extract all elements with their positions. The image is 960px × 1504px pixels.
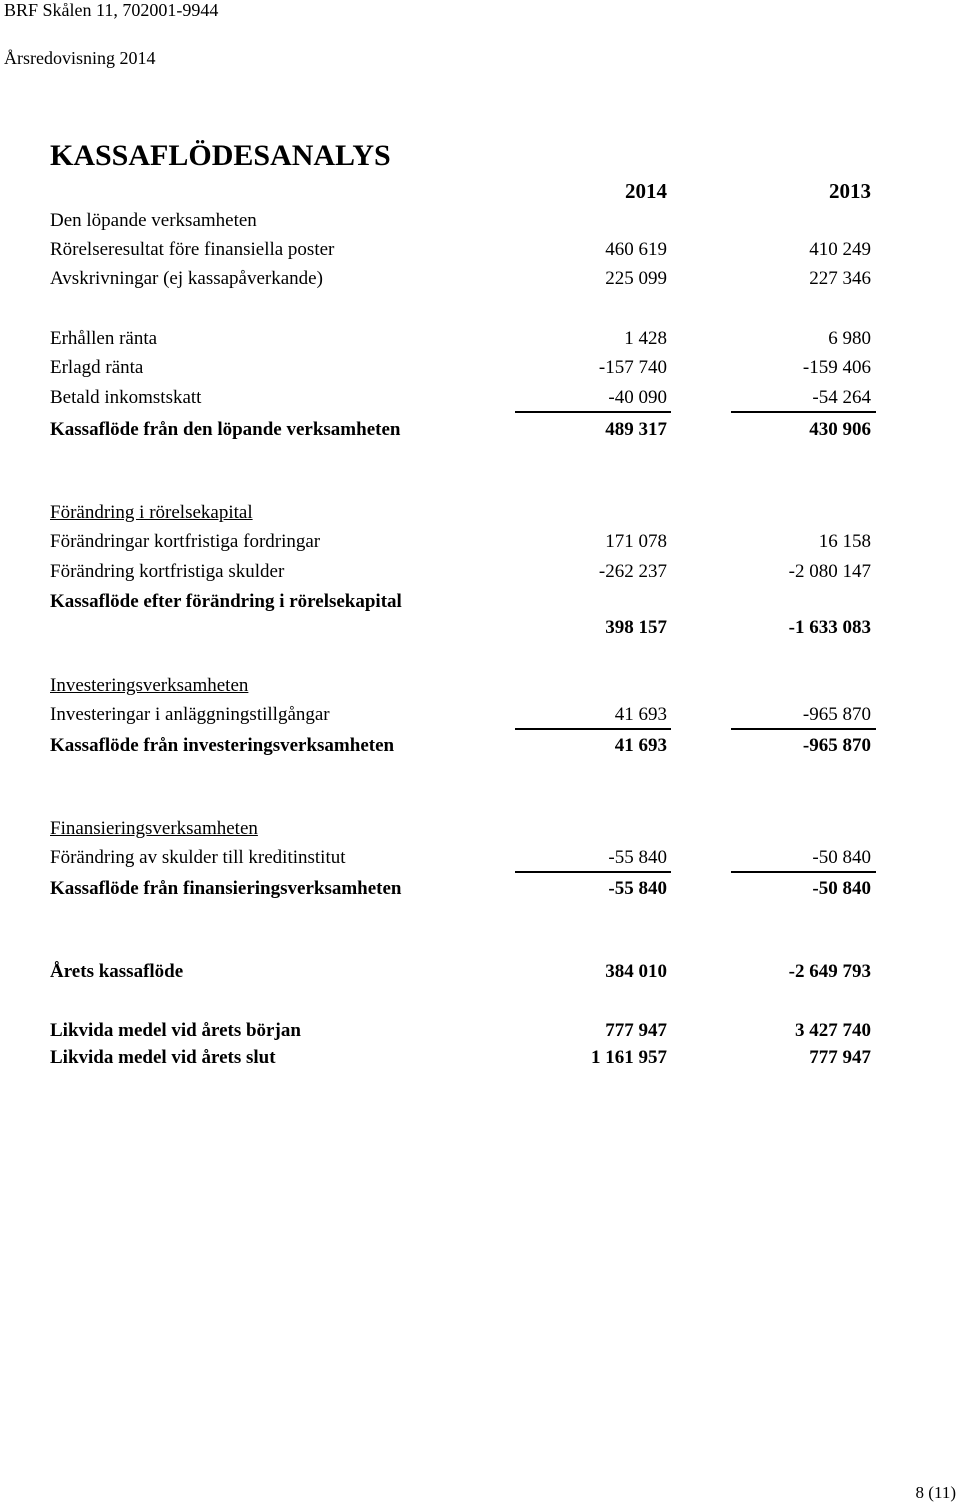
row-label: Betald inkomstskatt — [50, 387, 202, 408]
row-value-2014: 460 619 — [605, 239, 667, 260]
row-label: Förändring kortfristiga skulder — [50, 561, 285, 582]
column-header-2013: 2013 — [829, 179, 871, 203]
section-heading-financing: Finansieringsverksamheten — [50, 818, 258, 839]
subtotal-label: Kassaflöde från investeringsverksamheten — [50, 735, 395, 756]
subtotal-value-2014: 398 157 — [605, 617, 667, 638]
total-value-2013: 777 947 — [809, 1047, 871, 1068]
subtotal-label: Kassaflöde från finansieringsverksamheten — [50, 878, 402, 899]
row-value-2013: -54 264 — [812, 387, 871, 408]
subtotal-label: Kassaflöde från den löpande verksamheten — [50, 419, 401, 440]
row-label: Investeringar i anläggningstillgångar — [50, 704, 330, 725]
total-value-2014: 1 161 957 — [591, 1047, 667, 1068]
row-value-2014: -40 090 — [608, 387, 667, 408]
total-value-2013: -2 649 793 — [788, 961, 871, 982]
section-heading-working-capital: Förändring i rörelsekapital — [50, 502, 253, 523]
total-label: Årets kassaflöde — [50, 961, 184, 982]
sum-divider — [731, 871, 876, 873]
subtotal-value-2013: -965 870 — [802, 735, 871, 756]
subtotal-label: Kassaflöde efter förändring i rörelsekapital — [50, 591, 402, 612]
column-header-2014: 2014 — [625, 179, 667, 203]
page-title: KASSAFLÖDESANALYS — [50, 139, 391, 172]
section-heading-operating: Den löpande verksamheten — [50, 210, 257, 231]
sum-divider — [731, 728, 876, 730]
row-label: Erhållen ränta — [50, 328, 158, 349]
total-label: Likvida medel vid årets slut — [50, 1047, 276, 1068]
sum-divider — [515, 728, 671, 730]
row-value-2014: 1 428 — [624, 328, 667, 349]
sum-divider — [515, 871, 671, 873]
row-value-2013: 6 980 — [828, 328, 871, 349]
row-value-2014: 225 099 — [605, 268, 667, 289]
header-report-title: Årsredovisning 2014 — [4, 48, 156, 68]
row-label: Förändring av skulder till kreditinstitut — [50, 847, 346, 868]
row-value-2014: -157 740 — [598, 357, 667, 378]
row-value-2014: -262 237 — [598, 561, 667, 582]
row-value-2013: -2 080 147 — [788, 561, 871, 582]
row-value-2013: 410 249 — [809, 239, 871, 260]
row-value-2013: 16 158 — [818, 531, 871, 552]
row-label: Rörelseresultat före finansiella poster — [50, 239, 335, 260]
row-label: Förändringar kortfristiga fordringar — [50, 531, 321, 552]
subtotal-value-2013: -1 633 083 — [788, 617, 871, 638]
subtotal-value-2013: 430 906 — [809, 419, 871, 440]
total-value-2014: 777 947 — [605, 1020, 667, 1041]
section-heading-investing: Investeringsverksamheten — [50, 675, 249, 696]
row-label: Erlagd ränta — [50, 357, 144, 378]
sum-divider — [731, 411, 876, 413]
header-company: BRF Skålen 11, 702001-9944 — [4, 0, 219, 20]
row-label: Avskrivningar (ej kassapåverkande) — [50, 268, 323, 289]
row-value-2014: 171 078 — [605, 531, 667, 552]
total-value-2014: 384 010 — [605, 961, 667, 982]
total-label: Likvida medel vid årets början — [50, 1020, 301, 1041]
subtotal-value-2013: -50 840 — [812, 878, 871, 899]
row-value-2013: -50 840 — [812, 847, 871, 868]
total-value-2013: 3 427 740 — [795, 1020, 871, 1041]
row-value-2014: 41 693 — [614, 704, 667, 725]
row-value-2014: -55 840 — [608, 847, 667, 868]
sum-divider — [515, 411, 671, 413]
subtotal-value-2014: -55 840 — [608, 878, 667, 899]
row-value-2013: -965 870 — [802, 704, 871, 725]
row-value-2013: -159 406 — [802, 357, 871, 378]
subtotal-value-2014: 489 317 — [605, 419, 667, 440]
page-number: 8 (11) — [915, 1483, 956, 1502]
row-value-2013: 227 346 — [809, 268, 871, 289]
subtotal-value-2014: 41 693 — [614, 735, 667, 756]
